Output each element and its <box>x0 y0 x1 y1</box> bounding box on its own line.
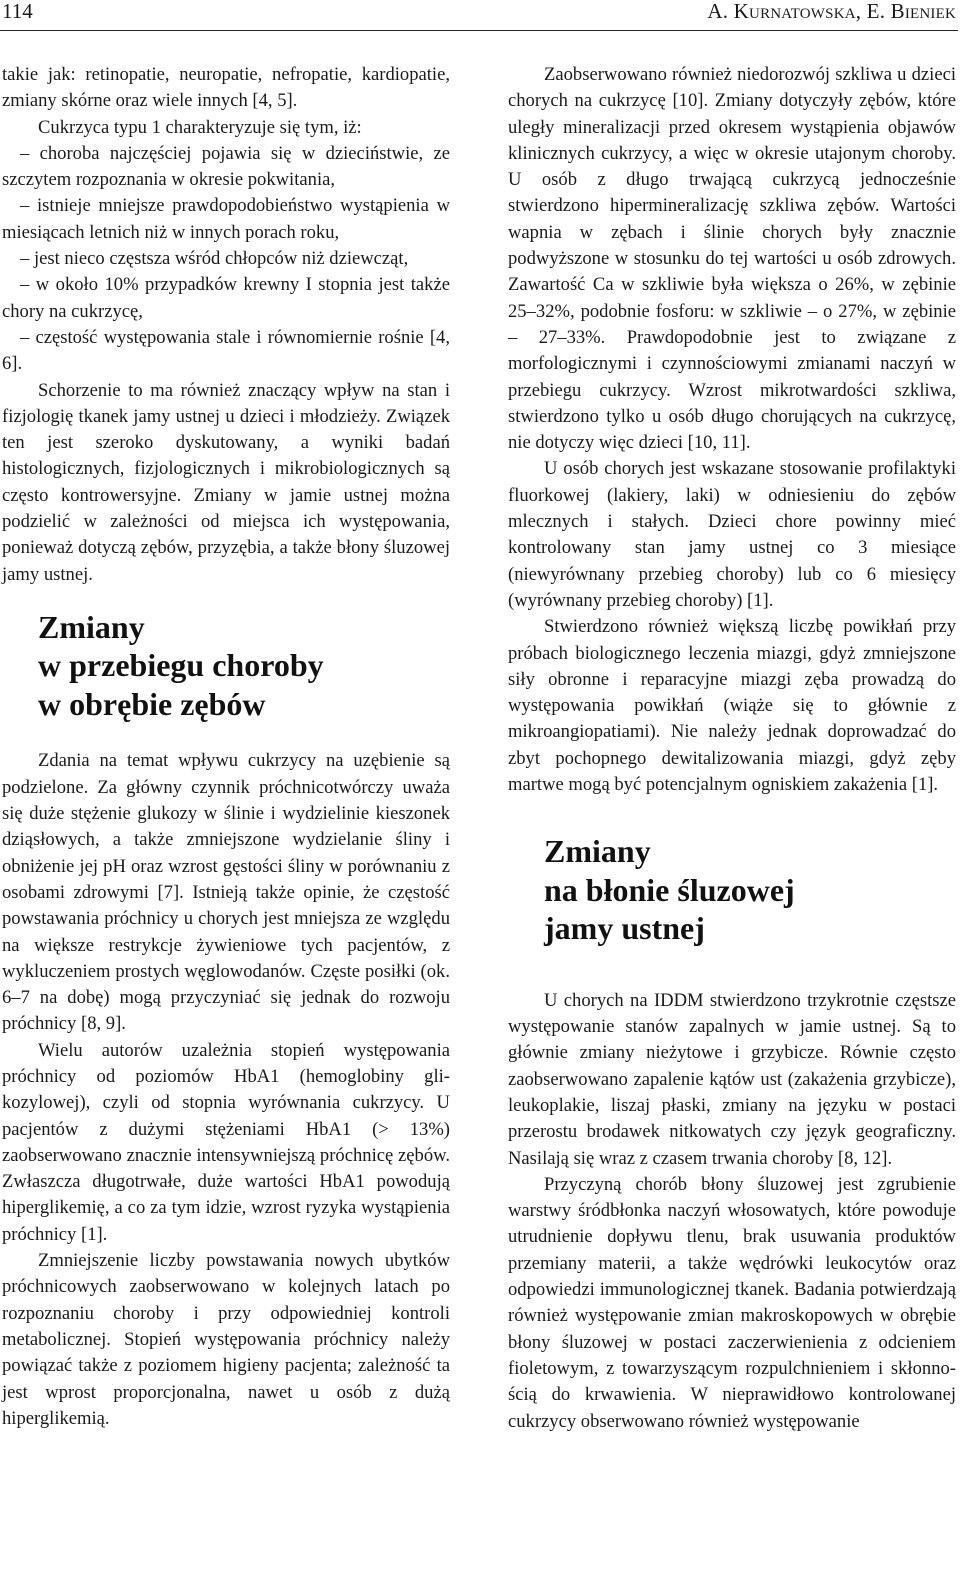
section-heading: Zmiany w przebiegu choroby w obrębie zębów <box>38 608 324 722</box>
paragraph: takie jak: retinopatie, neuropatie, nefropatie, kardiopatie, zmiany skórne oraz wiele innych [4, 5]. <box>2 64 450 112</box>
paragraph: Zaobserwowano również niedorozwój szkliwa u dzieci chorych na cukrzycę [10]. Zmiany dotyczyły zębów, które uległy mineralizacji przed okresem wystąpienia objawów klinicznych cukrzycy, a więc w okresie utajonym choroby. U osób z długo trwającą cukrzycą jednocześnie stwierdzono hipermineralizację szkliwa zębów. Wartości wapnia w zębach i ślinie chorych były znacznie podwyższone w stosunku do tej wartości u osób zdrowych. Zawartość Ca w szkliwie była większa o 26%, w zębinie 25–32%, podobnie fosforu: w szkliwie – o 27%, w zębinie – 27–33%. Prawdopodobnie jest to związane z morfologicznymi i czynnościowymi zmianami naczyń w przebiegu cukrzycy. Wzrost mikrotwardości szkliwa, stwierdzono tylko u osób długo chorujących na cukrzycę, nie dotyczy więc dzieci [10, 11]. <box>508 64 956 454</box>
list-item: – jest nieco częstsza wśród chłopców niż dziewcząt, <box>20 248 409 270</box>
list-item: – istnieje mniejsze prawdopodobieństwo wystąpienia w miesiącach letnich niż w innych porach roku, <box>2 195 450 243</box>
header-rule <box>0 30 958 31</box>
left-column <box>2 62 450 1432</box>
paragraph: Przyczyną chorób błony śluzowej jest zgrubienie warstwy śródbłonka naczyń włosowatych, które powoduje utrudnienie dopływu tlenu, brak usuwania produktów przemiany materii, a także wędrówki leukocytów oraz odpowiedzi immunologicznej tkanek. Badania potwierdzają również występowanie zmian makroskopowych w obrębie błony śluzowej w postaci zaczerwienienia z odcieniem fioletowym, z towarzyszącym rozpulchnieniem i skłonnością do krwawienia. W nieprawidłowo kontrolowanej cukrzycy obserwowano również występowanie <box>508 1173 956 1432</box>
paragraph: U osób chorych jest wskazane stosowanie profilaktyki fluorkowej (lakiery, laki) w odniesieniu do zębów mlecznych i stałych. Dzieci chore powinny mieć kontrolowany stan jamy ustnej co 3 miesiące (niewyrównany przebieg choroby) lub co 6 miesięcy (wyrównany przebieg choroby) [1]. <box>508 458 956 611</box>
paragraph: Zmniejszenie liczby powstawania nowych ubytków próchnicowych zaobserwowano w kolejnych latach po rozpoznaniu choroby i przy odpowiedniej kontroli metabolicznej. Stopień występowania próchnicy należy powiązać także z poziomem higieny pacjenta; zależność ta jest wprost proporcjonalna, nawet u osób z dużą hiperglikemią. <box>2 1250 450 1429</box>
paragraph: Cukrzyca typu 1 charakteryzuje się tym, iż: <box>38 116 362 138</box>
right-column <box>508 62 956 1435</box>
paragraph: Zdania na temat wpływu cukrzycy na uzębienie są podzielone. Za główny czynnik próchnicotwórczy uważa się duże stężenie glukozy w ślinie i wydzielinie kieszonek dziąsłowych, a także zmniejszone wydzielanie śliny i obniżenie jej pH oraz wzrost gęstości śliny w porównaniu z osobami zdrowymi [7]. Istnieją także opinie, że częstość powstawania próchnicy u chorych jest mniejsza ze względu na większe restrykcje żywieniowe tych pacjentów, z wykluczeniem prostych węglowodanów. Częste posiłki (ok. 6–7 na dobę) mogą przyczyniać się jednak do rozwoju próchnicy [8, 9]. <box>2 750 450 1035</box>
list-item: – częstość występowania stale i równomiernie rośnie [4, 6]. <box>2 326 450 375</box>
paragraph: U chorych na IDDM stwierdzono trzykrotnie częstsze występowanie stanów zapalnych w jamie ustnej. Są to głównie zmiany nieżytowe i grzybicze. Równie często zaobserwowano zapalenie kątów ust (zakażenia grzybicze), leukoplakie, liszaj płaski, zmiany na języku w postaci przerostu brodawek nitkowatych czy język geograficzny. Nasilają się wraz z czasem trwania choroby [8, 12]. <box>508 989 956 1169</box>
page-number: 114 <box>2 0 33 23</box>
running-authors: A. KURNATOWSKA, E. BIENIEK <box>707 0 956 23</box>
section-heading: Zmiany na błonie śluzowej jamy ustnej <box>544 833 795 947</box>
running-header <box>0 0 960 28</box>
paragraph: Schorzenie to ma również znaczący wpływ na stan i fizjologię tkanek jamy ustnej u dzieci i młodzieży. Związek ten jest szeroko dyskutowany, a wyniki badań histologicznych, fizjologicznych i mikrobiologicznych są często kontrowersyjne. Zmiany w jamie ustnej można podzielić w zależności od miejsca ich występowania, ponieważ dotyczą zębów, przyzębia, a także błony śluzowej jamy ustnej. <box>2 379 450 585</box>
list-item: – choroba najczęściej pojawia się w dzieciństwie, ze szczytem rozpoznania w okresie pokwitania, <box>2 142 450 191</box>
list-item: – w około 10% przypadków krewny I stopnia jest także chory na cukrzycę, <box>2 274 450 322</box>
paragraph: Wielu autorów uzależnia stopień występowania próchnicy od poziomów HbA1 (hemoglobiny glikozylowej), czyli od stopnia wyrównania cukrzycy. U pacjentów z dużymi stężeniami HbA1 (> 13%) zaobserwowano znacznie intensywniejszą próchnicę zębów. Zwłaszcza długotrwałe, duże wartości HbA1 powodują hiperglikemię, a co za tym idzie, wzrost ryzyka wystąpienia próchnicy [1]. <box>2 1039 450 1245</box>
paragraph: Stwierdzono również większą liczbę powikłań przy próbach biologicznego leczenia miazgi, gdyż zmniejszone siły obronne i reparacyjne miazgi zęba prowadzą do występowania powikłań (wiąże się to głównie z mikroangiopatiami). Nie należy jednak doprowadzać do zbyt pochopnego dewitalizowania miazgi, gdyż zęby martwe mogą być potencjalnym ogniskiem zakażenia [1]. <box>508 616 956 796</box>
